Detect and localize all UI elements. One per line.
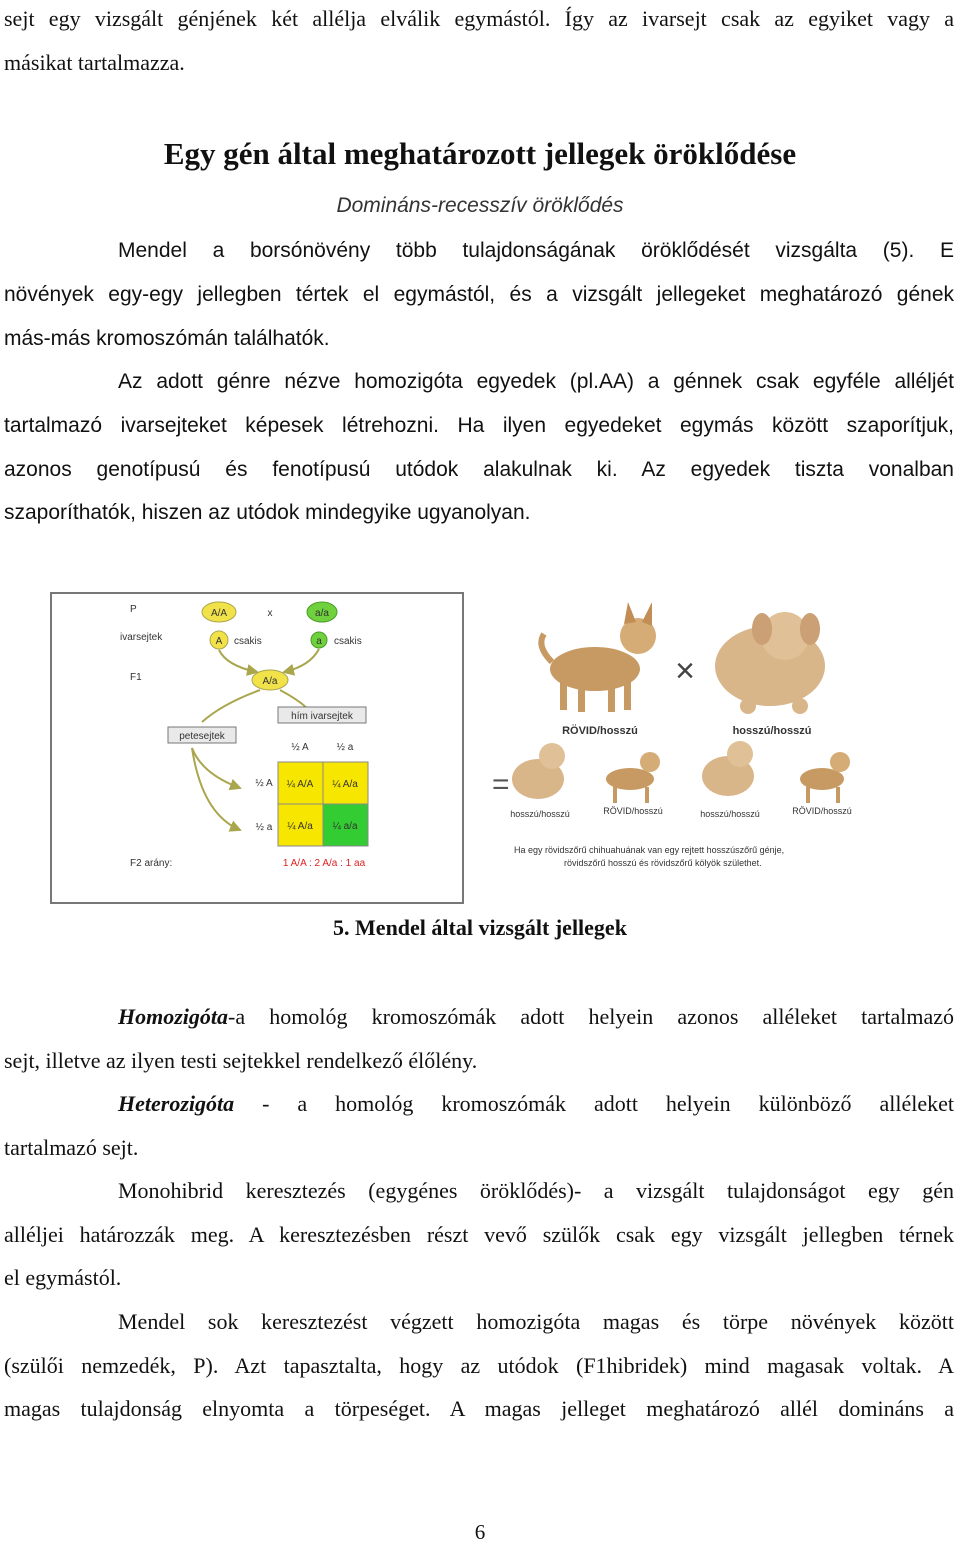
text-line: sejt egy vizsgált génjének két allélja elválik egymástól. Így az ivarsejt csak az egyiket vagy a: [4, 6, 954, 31]
text-line: növények egy-egy jellegben tértek el egymástól, és a vizsgált jellegeket meghatározó gének: [4, 283, 954, 306]
f1-genotype: A/a: [262, 676, 278, 687]
text-line: más-más kromoszómán találhatók.: [4, 327, 330, 350]
term-homozygote: Homozigóta: [118, 1004, 229, 1029]
punnett-text-AA: ¼ A/A: [286, 779, 314, 790]
figure-caption: 5. Mendel által vizsgált jellegek: [333, 915, 627, 940]
f2-label: F2 arány:: [130, 858, 173, 869]
p-label: P: [130, 604, 137, 615]
f2-ratio: 1 A/A : 2 A/a : 1 aa: [282, 858, 366, 869]
parent-cross: x: [267, 608, 273, 619]
definition-heterozygote: [118, 1091, 954, 1117]
branch-male: [280, 690, 307, 708]
parent-dog-2: [715, 612, 825, 714]
dog-note-line-1: Ha egy rövidszőrű chihuahuának van egy rejtett hosszúszőrű génje,: [514, 845, 785, 855]
dog-equals-sign: =: [492, 768, 510, 801]
text-line: tartalmazó ivarsejteket képesek létrehozni. Ha ilyen egyedeket egymás között szaporítjuk,: [4, 414, 954, 437]
gamete2-note: csakis: [334, 636, 362, 647]
offspring-label-1: hosszú/hosszú: [510, 809, 570, 819]
offspring-dog-4: [800, 752, 850, 803]
text-line: Az adott génre nézve homozigóta egyedek (pl.AA) a génnek csak egyféle alléljét: [118, 370, 954, 393]
gamete2-allele: a: [316, 636, 322, 647]
term-heterozygote: Heterozigóta: [118, 1091, 235, 1116]
text-line: magas tulajdonság elnyomta a törpeséget. A magas jelleget meghatározó allél domináns a: [4, 1396, 954, 1421]
text-line: el egymástól.: [4, 1265, 122, 1290]
gamete1-allele: A: [215, 636, 223, 647]
dog-illustration-svg: [492, 594, 860, 894]
punnett-text-aa: ¼ a/a: [332, 821, 358, 832]
f1-arrow-left: [219, 650, 257, 672]
page-number: 6: [474, 1520, 486, 1544]
parent-dog-1: [541, 602, 656, 712]
inheritance-diagram-svg: [52, 594, 462, 902]
text-line: Monohibrid keresztezés (egygénes öröklődés)- a vizsgált tulajdonságot egy gén: [118, 1178, 954, 1203]
f1-label: F1: [130, 672, 142, 683]
parent2-genotype: a/a: [315, 608, 329, 619]
section-heading: Egy gén által meghatározott jellegek öröklődése: [163, 136, 797, 171]
dog-cross-sign: ×: [675, 652, 695, 690]
offspring-dog-3: [702, 741, 754, 796]
parent2-label: hosszú/hosszú: [732, 725, 812, 737]
text-line: sejt, illetve az ilyen testi sejtekkel rendelkező élőlény.: [4, 1048, 478, 1073]
parent1-genotype: A/A: [210, 608, 228, 619]
offspring-dog-2: [606, 752, 660, 803]
text-line: alléljei határozzák meg. A keresztezésben részt vevő szülők csak egy vizsgált jellegben térnek: [4, 1222, 954, 1247]
text-line: szaporíthatók, hiszen az utódok mindegyike ugyanolyan.: [4, 501, 531, 524]
offspring-label-3: hosszú/hosszú: [700, 809, 760, 819]
gamete-label: ivarsejtek: [120, 632, 163, 643]
text-line: Mendel sok keresztezést végzett homozigóta magas és törpe növények között: [118, 1309, 954, 1334]
parent1-label: RÖVID/hosszú: [562, 725, 638, 737]
row2-header: ½ a: [255, 822, 273, 833]
col2-header: ½ a: [336, 742, 354, 753]
branch-female: [202, 690, 260, 722]
punnett-text-Aa-1: ¼ A/a: [332, 779, 358, 790]
female-gametes-label: petesejtek: [179, 731, 225, 742]
inheritance-diagram: [50, 592, 464, 904]
offspring-label-4: RÖVID/hosszú: [792, 806, 852, 816]
definition-homozygote: [118, 1004, 954, 1030]
definition-heterozygote-text: - a homológ kromoszómák adott helyein különböző alléleket: [234, 1091, 954, 1116]
f1-arrow-right: [284, 649, 319, 672]
text-line: (szülői nemzedék, P). Azt tapasztalta, hogy az utódok (F1hibridek) mind magasak voltak. A: [4, 1353, 954, 1378]
text-line: másikat tartalmazza.: [4, 50, 185, 75]
offspring-dog-1: [512, 743, 565, 799]
text-line: Mendel a borsónövény több tulajdonságának öröklődését vizsgálta (5). E: [118, 239, 954, 262]
row1-header: ½ A: [255, 778, 273, 789]
section-subheading: Domináns-recesszív öröklődés: [336, 194, 624, 217]
male-gametes-label: hím ivarsejtek: [291, 711, 353, 722]
text-line: azonos genotípusú és fenotípusú utódok alakulnak ki. Az egyedek tiszta vonalban: [4, 458, 954, 481]
offspring-label-2: RÖVID/hosszú: [603, 806, 663, 816]
definition-homozygote-text: -a homológ kromoszómák adott helyein azonos alléleket tartalmazó: [228, 1004, 954, 1029]
dog-note-line-2: rövidszőrű hosszú és rövidszőrű kölyök születhet.: [564, 858, 762, 868]
gamete1-note: csakis: [234, 636, 262, 647]
col1-header: ½ A: [291, 742, 309, 753]
punnett-text-Aa-2: ¼ A/a: [287, 821, 313, 832]
text-line: tartalmazó sejt.: [4, 1135, 139, 1160]
dog-inheritance-illustration: [492, 594, 860, 894]
